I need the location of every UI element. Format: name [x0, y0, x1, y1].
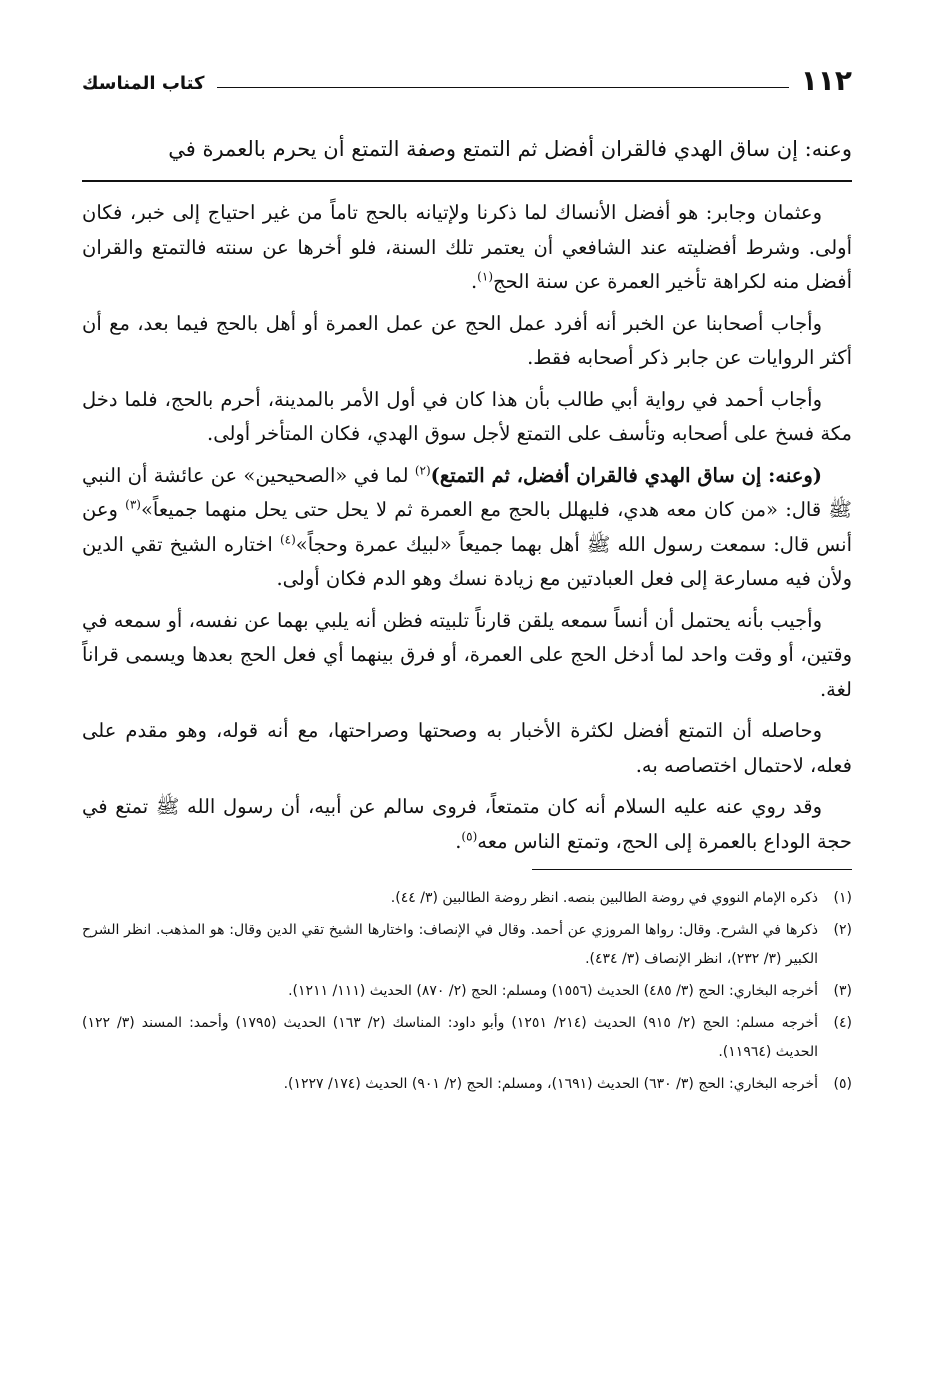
paragraph-text: اختاره الشيخ تقي الدين ولأن فيه مسارعة إلى فعل العبادتين مع زيادة نسك وهو الدم فكان أولى.	[82, 532, 852, 590]
base-text-divider	[82, 180, 852, 182]
footnote-text: أخرجه البخاري: الحج (٣/ ٦٣٠) الحديث (١٦٩١)، ومسلم: الحج (٢/ ٩٠١) الحديث (١٧٤/ ١٢٢٧).	[283, 1076, 818, 1092]
paragraph-end: .	[470, 270, 478, 293]
footnote-number: (٢)	[833, 922, 852, 938]
footnote-ref: (٥)	[461, 829, 478, 843]
footnote-number: (٥)	[833, 1076, 852, 1092]
footnote	[82, 916, 852, 974]
footnote-number: (٣)	[833, 983, 852, 999]
paragraph-text: وقد روي عنه عليه السلام أنه كان متمتعاً، فروى سالم عن أبيه، أن رسول الله ﷺ تمتع في حجة الوداع بالعمرة إلى الحج، وتمتع الناس معه	[82, 795, 852, 853]
paragraph-text: لما في «الصحيحين» عن عائشة أن النبي ﷺ قال: «من كان معه هدي، فليهلل بالحج مع العمرة ثم لا يحل حتى يحل منهما جميعاً»	[82, 463, 852, 521]
commentary-paragraph: وحاصله أن التمتع أفضل لكثرة الأخبار به وصحتها وصراحتها، مع أنه قوله، وهو مقدم على فعله، لاحتمال اختصاصه به.	[82, 719, 852, 777]
footnote-ref: (١)	[477, 269, 493, 284]
running-header	[82, 60, 852, 96]
commentary-paragraph: وأجيب بأنه يحتمل أن أنساً سمعه يلقن قارناً تلبيته فظن أنه يلبي بهما عن نفسه، أو سمعه في وقتين، أو وقت واحد لما أدخل الحج على العمرة، أو فرق بينهما أي فعل الحج بعدها ويسمى قراناً لغة.	[82, 608, 852, 701]
commentary-paragraph	[82, 790, 852, 859]
page-number: ١١٢	[800, 64, 852, 97]
commentary-paragraph: وأجاب أصحابنا عن الخبر أنه أفرد عمل الحج عن عمل العمرة أو أهل بالحج فيما بعد، مع أن أكثر الروايات عن جابر ذكر أصحابه فقط.	[82, 311, 852, 369]
footnote-divider	[532, 869, 852, 870]
footnote	[82, 1009, 852, 1067]
footnote-text: ذكره الإمام النووي في روضة الطالبين بنصه. انظر روضة الطالبين (٣/ ٤٤).	[390, 890, 818, 906]
commentary-paragraph	[82, 459, 852, 597]
paragraph-end: .	[455, 829, 462, 853]
footnote-text: أخرجه مسلم: الحج (٢/ ٩١٥) الحديث (٢١٤/ ١٢٥١) وأبو داود: المناسك (٢/ ١٦٣) الحديث (١٧٩٥) وأحمد: المسند (٣/ ١٢٢) الحديث (١١٩٦٤).	[82, 1015, 819, 1060]
footnote-number: (١)	[833, 890, 852, 906]
commentary	[82, 196, 852, 859]
footnote-ref: (٣)	[125, 497, 141, 512]
footnote-ref: (٤)	[279, 532, 296, 546]
footnote-ref: (٢)	[414, 463, 431, 477]
commentary-paragraph: وأجاب أحمد في رواية أبي طالب بأن هذا كان في أول الأمر بالمدينة، أحرم بالحج، فلما دخل مكة فسخ على أصحابه وتأسف على التمتع لأجل سوق الهدي، فكان المتأخر أولى.	[82, 387, 852, 445]
footnote	[82, 977, 852, 1006]
base-text: وعنه: إن ساق الهدي فالقران أفضل ثم التمتع وصفة التمتع أن يحرم بالعمرة في	[168, 137, 852, 161]
footnote	[82, 1070, 852, 1099]
header-divider	[217, 87, 789, 88]
book-title: كتاب المناسك	[82, 73, 205, 94]
paragraph-text: وعن أنس قال: سمعت رسول الله ﷺ أهل بهما جميعاً «لبيك عمرة وحجاً»	[82, 498, 852, 556]
quoted-base-text: (وعنه: إن ساق الهدي فالقران أفضل، ثم التمتع)	[430, 463, 822, 487]
footnotes	[82, 884, 852, 1099]
book-page	[82, 60, 852, 1102]
footnote-text: أخرجه البخاري: الحج (٣/ ٤٨٥) الحديث (١٥٥٦) ومسلم: الحج (٢/ ٨٧٠) الحديث (١١١/ ١٢١١).	[288, 983, 818, 999]
footnote	[82, 884, 852, 913]
footnote-text: ذكرها في الشرح. وقال: رواها المروزي عن أحمد. وقال في الإنصاف: واختارها الشيخ تقي الدين وقال: هو المذهب. انظر الشرح الكبير (٣/ ٢٣٢)، انظر الإنصاف (٣/ ٤٣٤).	[82, 922, 818, 967]
commentary-paragraph	[82, 196, 852, 300]
footnote-number: (٤)	[833, 1015, 852, 1031]
paragraph-text: وعثمان وجابر: هو أفضل الأنساك لما ذكرنا ولإتيانه بالحج تاماً من غير احتياج إلى خبر، فكان أولى. وشرط أفضليته عند الشافعي أن يعتمر تلك السنة، فلو أخرها عن سنته فالتمتع والقران أفضل منه لكراهة تأخير العمرة عن سنة الحج	[82, 201, 852, 293]
